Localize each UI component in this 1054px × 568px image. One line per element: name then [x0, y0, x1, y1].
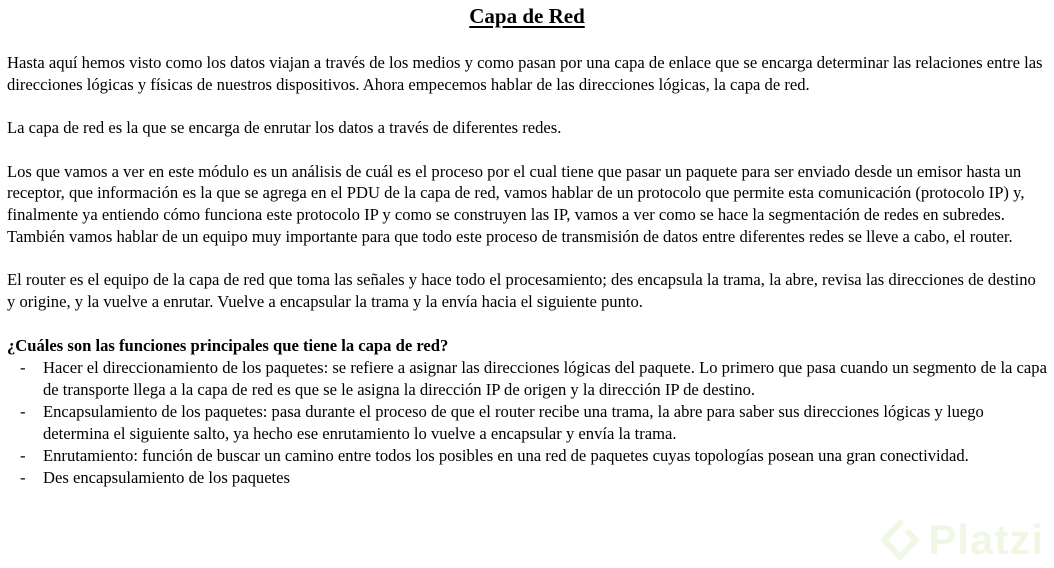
list-item — [7, 401, 1047, 445]
list-item-text: Encapsulamiento de los paquetes: pasa durante el proceso de que el router recibe una trama, la abre para saber sus direcciones lógicas y luego determina el siguiente salto, ya hecho ese enrutamiento lo vuelve a encapsular y envía la trama. — [43, 401, 984, 443]
list-item-text: Enrutamiento: función de buscar un camino entre todos los posibles en una red de paquetes cuyas topologías posean una gran conectividad. — [43, 446, 969, 466]
paragraph-intro: Hasta aquí hemos visto como los datos viajan a través de los medios y como pasan por una capa de enlace que se encarga determinar las relaciones entre las direcciones lógicas y físicas de nuestros dispositivos. Ahora empecemos hablar de las direcciones lógicas, la capa de red. — [7, 53, 1043, 94]
list-item — [7, 445, 1047, 467]
paragraph-router: El router es el equipo de la capa de red que toma las señales y hace todo el procesamiento; des encapsula la trama, la abre, revisa las direcciones de destino y origine, y la vuelve a enrutar. Vuelve a encapsular la trama y la envía hacia el siguiente punto. — [7, 270, 1036, 312]
paragraph-module-overview: Los que vamos a ver en este módulo es un análisis de cuál es el proceso por el cual tiene que pasar un paquete para ser enviado desde un emisor hasta un receptor, que información es la que se agrega en el PDU de la capa de red, vamos hablar de un protocolo que permite esta comunicación (protocolo IP) y, finalmente ya entiendo cómo funciona este protocolo IP y como se construyen las IP, vamos a ver como se hace la segmentación de redes en subredes. También vamos hablar de un equipo muy importante para que todo este proceso de transmisión de datos entre diferentes redes se lleve a cabo, el router. — [7, 161, 1025, 246]
bullet-dash: - — [20, 446, 26, 466]
document-page — [7, 0, 1047, 489]
list-item — [7, 357, 1047, 401]
functions-list — [7, 357, 1047, 489]
platzi-logo-icon — [878, 518, 922, 562]
list-item-text: Des encapsulamiento de los paquetes — [43, 468, 290, 488]
functions-question-heading: ¿Cuáles son las funciones principales que tiene la capa de red? — [7, 335, 449, 355]
watermark-brand-text: Platzi — [928, 516, 1044, 563]
bullet-dash: - — [20, 401, 26, 421]
paragraph-definition: La capa de red es la que se encarga de enrutar los datos a través de diferentes redes. — [7, 118, 562, 138]
bullet-dash: - — [20, 357, 26, 377]
list-item — [7, 467, 1047, 489]
page-title: Capa de Red — [469, 4, 585, 28]
platzi-watermark — [878, 518, 1044, 562]
list-item-text: Hacer el direccionamiento de los paquetes: se refiere a asignar las direcciones lógicas del paquete. Lo primero que pasa cuando un segmento de la capa de transporte llega a la capa de red es que se le asigna la dirección IP de origen y la dirección IP de destino. — [43, 357, 1047, 399]
bullet-dash: - — [20, 468, 26, 488]
